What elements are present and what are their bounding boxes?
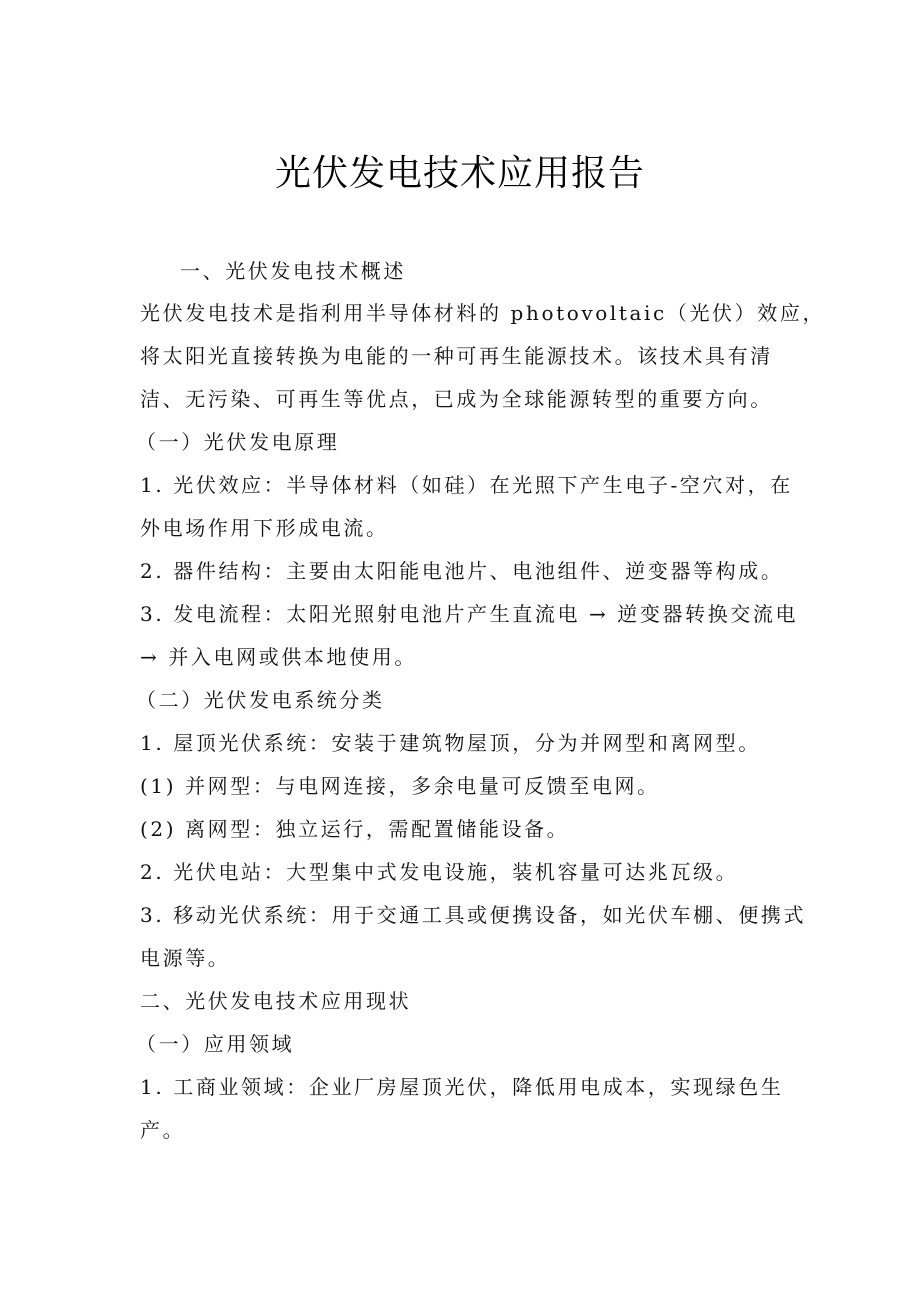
paragraph-line: 将太阳光直接转换为电能的一种可再生能源技术。该技术具有清 [140,344,773,368]
paragraph-line: 洁、无污染、可再生等优点，已成为全球能源转型的重要方向。 [140,387,773,411]
list-item-continuation: 电源等。 [140,946,231,970]
list-item: (1) 并网型：与电网连接，多余电量可反馈至电网。 [140,774,660,798]
subsection-heading-classification: （二）光伏发电系统分类 [136,688,385,712]
list-item: 3. 移动光伏系统：用于交通工具或便携设备，如光伏车棚、便携式 [140,903,807,927]
list-item: 3. 发电流程：太阳光照射电池片产生直流电 → 逆变器转换交流电 [140,602,799,626]
paragraph-line: 光伏发电技术是指利用半导体材料的 photovoltaic（光伏）效应， [140,301,826,325]
subsection-heading-application-fields: （一）应用领域 [136,1032,295,1056]
list-item: 1. 屋顶光伏系统：安装于建筑物屋顶，分为并网型和离网型。 [140,731,761,755]
section-heading-2: 二、光伏发电技术应用现状 [140,989,412,1013]
list-item: 2. 光伏电站：大型集中式发电设施，装机容量可达兆瓦级。 [140,860,739,884]
list-item: (2) 离网型：独立运行，需配置储能设备。 [140,817,570,841]
list-item: 1. 光伏效应：半导体材料（如硅）在光照下产生电子-空穴对，在 [140,473,793,497]
document-title: 光伏发电技术应用报告 [274,153,645,194]
list-item: 2. 器件结构：主要由太阳能电池片、电池组件、逆变器等构成。 [140,559,784,583]
section-heading-1: 一、光伏发电技术概述 [180,259,406,283]
list-item-continuation: 产。 [140,1118,186,1142]
list-item-continuation: → 并入电网或供本地使用。 [140,645,417,669]
list-item-continuation: 外电场作用下形成电流。 [140,516,389,540]
subsection-heading-principle: （一）光伏发电原理 [136,430,340,454]
list-item: 1. 工商业领域：企业厂房屋顶光伏，降低用电成本，实现绿色生 [140,1075,784,1099]
